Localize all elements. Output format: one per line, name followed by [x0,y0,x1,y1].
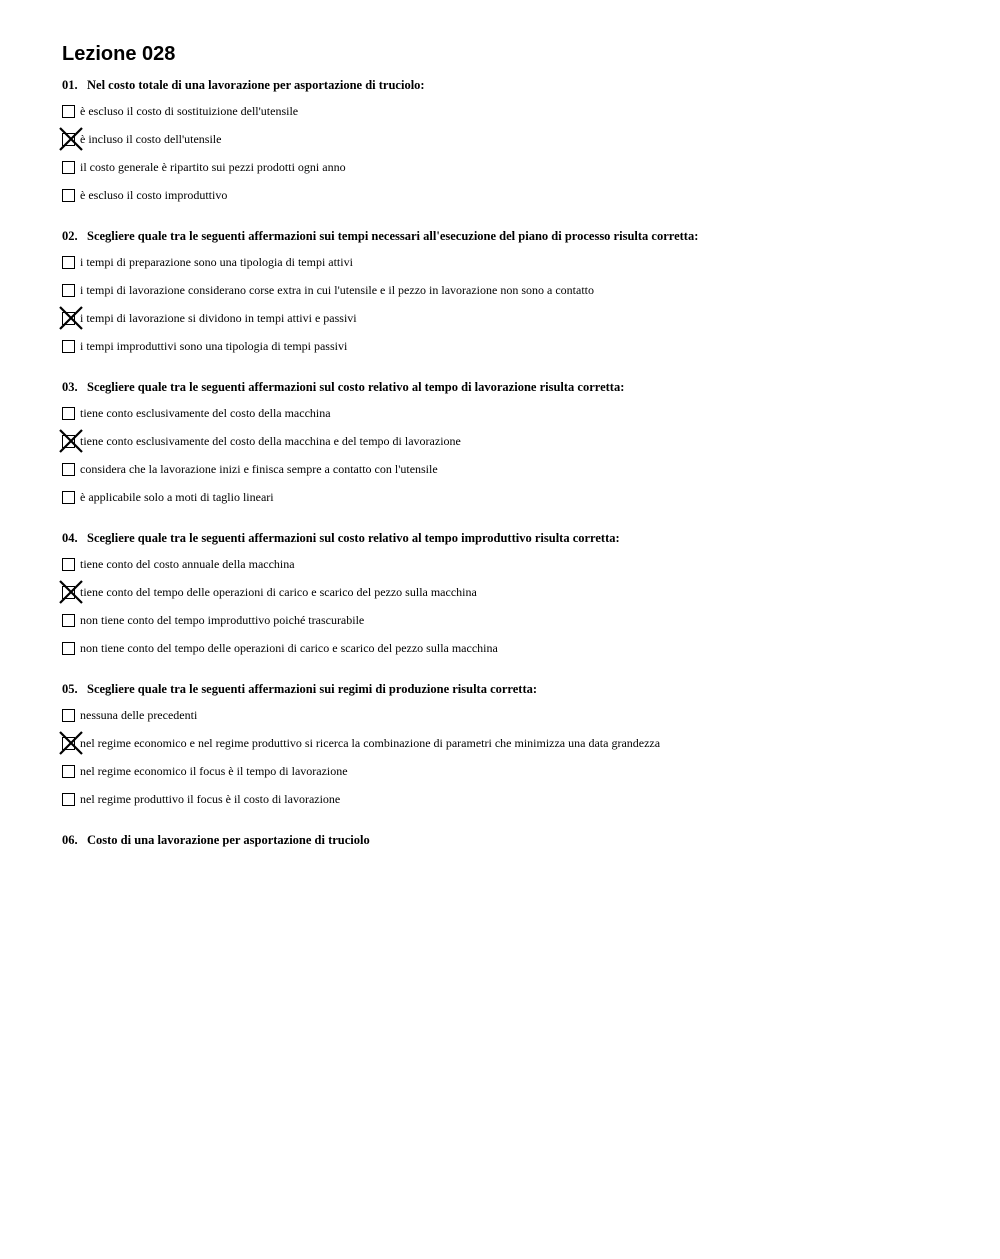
question-number: 04. [62,531,78,545]
answer-text: nel regime produttivo il focus è il costo di lavorazione [80,792,341,806]
answer-checkbox[interactable] [62,407,75,420]
answer-option[interactable] [62,793,962,809]
answer-option[interactable] [62,558,962,574]
question-heading [62,228,962,244]
answer-text: nel regime economico e nel regime produttivo si ricerca la combinazione di parametri che minimizza una data grandezza [80,736,661,750]
question-6 [62,832,962,848]
question-text: Scegliere quale tra le seguenti affermazioni sul costo relativo al tempo improduttivo risulta corretta: [87,531,620,545]
question-text: Scegliere quale tra le seguenti affermazioni sui tempi necessari all'esecuzione del piano di processo risulta corretta: [87,229,699,243]
answer-text: tiene conto esclusivamente del costo della macchina [80,406,331,420]
answer-option[interactable] [62,614,962,630]
answer-checkbox[interactable] [62,765,75,778]
answer-option[interactable] [62,765,962,781]
answer-checkbox[interactable] [62,642,75,655]
answer-option[interactable] [62,491,962,507]
answer-text: non tiene conto del tempo improduttivo poiché trascurabile [80,613,365,627]
answer-checkbox[interactable] [62,614,75,627]
answer-checkbox[interactable] [62,161,75,174]
answer-checkbox[interactable] [62,793,75,806]
answer-text: è applicabile solo a moti di taglio lineari [80,490,274,504]
answer-text: tiene conto del costo annuale della macchina [80,557,295,571]
answer-text: i tempi di lavorazione si dividono in tempi attivi e passivi [80,311,357,325]
page-title: Lezione 028 [62,43,176,65]
answer-option[interactable] [62,435,962,451]
question-1 [62,77,962,205]
answer-text: tiene conto del tempo delle operazioni di carico e scarico del pezzo sulla macchina [80,585,477,599]
answer-checkbox[interactable] [62,558,75,571]
answer-text: i tempi di preparazione sono una tipologia di tempi attivi [80,255,353,269]
question-number: 06. [62,833,78,847]
question-4 [62,530,962,658]
question-heading [62,832,962,848]
question-number: 01. [62,78,78,92]
answer-checkbox[interactable] [62,709,75,722]
answer-text: è escluso il costo di sostituizione dell'utensile [80,104,299,118]
answer-option[interactable] [62,340,962,356]
answer-text: il costo generale è ripartito sui pezzi prodotti ogni anno [80,160,346,174]
question-heading [62,379,962,395]
answer-option[interactable] [62,463,962,479]
answer-text: è escluso il costo improduttivo [80,188,228,202]
answer-text: nel regime economico il focus è il tempo di lavorazione [80,764,348,778]
answer-text: i tempi improduttivi sono una tipologia di tempi passivi [80,339,348,353]
answer-option[interactable] [62,256,962,272]
answer-text: considera che la lavorazione inizi e finisca sempre a contatto con l'utensile [80,462,438,476]
question-text: Nel costo totale di una lavorazione per asportazione di truciolo: [87,78,425,92]
answer-option[interactable] [62,161,962,177]
answer-option[interactable] [62,284,962,300]
question-text: Scegliere quale tra le seguenti affermazioni sui regimi di produzione risulta corretta: [87,682,538,696]
answer-option[interactable] [62,407,962,423]
question-number: 05. [62,682,78,696]
answer-option[interactable] [62,189,962,205]
question-number: 02. [62,229,78,243]
question-3 [62,379,962,507]
question-heading [62,530,962,546]
answer-checkbox[interactable] [62,284,75,297]
answer-checkbox[interactable] [62,105,75,118]
answer-text: nessuna delle precedenti [80,708,198,722]
answer-text: tiene conto esclusivamente del costo della macchina e del tempo di lavorazione [80,434,461,448]
answer-option[interactable] [62,737,962,753]
answer-text: è incluso il costo dell'utensile [80,132,222,146]
question-text: Scegliere quale tra le seguenti affermazioni sul costo relativo al tempo di lavorazione risulta corretta: [87,380,625,394]
answer-option[interactable] [62,312,962,328]
answer-text: non tiene conto del tempo delle operazioni di carico e scarico del pezzo sulla macchina [80,641,498,655]
answer-option[interactable] [62,105,962,121]
question-heading [62,77,962,93]
answer-option[interactable] [62,642,962,658]
answer-option[interactable] [62,133,962,149]
question-number: 03. [62,380,78,394]
answer-option[interactable] [62,709,962,725]
answer-checkbox[interactable] [62,491,75,504]
answer-checkbox[interactable] [62,256,75,269]
question-2 [62,228,962,356]
answer-checkbox[interactable] [62,340,75,353]
answer-checkbox[interactable] [62,463,75,476]
question-5 [62,681,962,809]
answer-checkbox[interactable] [62,189,75,202]
question-text: Costo di una lavorazione per asportazione di truciolo [87,833,370,847]
answer-text: i tempi di lavorazione considerano corse extra in cui l'utensile e il pezzo in lavorazione non sono a contatto [80,283,594,297]
answer-option[interactable] [62,586,962,602]
question-heading [62,681,962,697]
